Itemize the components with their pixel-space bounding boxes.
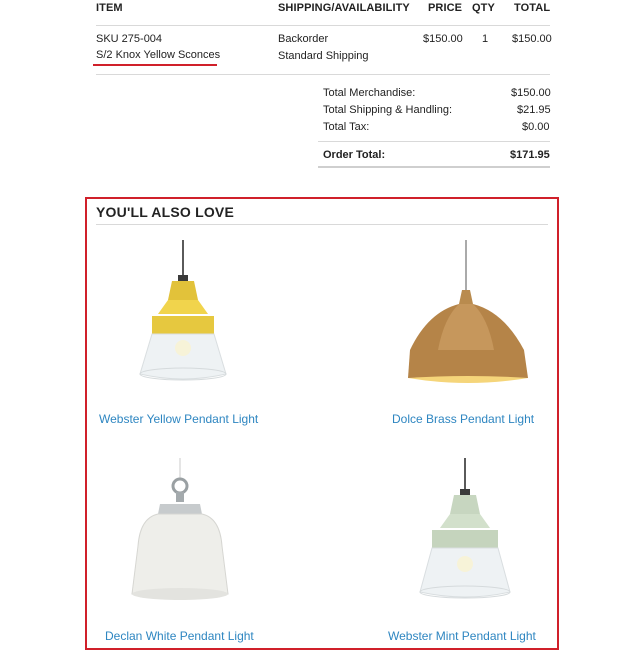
totals-label: Total Merchandise:: [323, 87, 416, 99]
column-header-qty: QTY: [472, 2, 495, 14]
order-total-label: Order Total:: [323, 149, 386, 161]
item-name-link[interactable]: S/2 Knox Yellow Sconces: [96, 49, 221, 61]
item-price: $150.00: [423, 33, 463, 45]
dolce-brass-pendant-image[interactable]: [398, 238, 538, 388]
totals-value: $21.95: [517, 104, 551, 116]
item-qty: 1: [482, 33, 489, 45]
order-total-value: $171.95: [510, 149, 550, 161]
product-link[interactable]: Dolce Brass Pendant Light: [392, 412, 535, 426]
totals-value: $0.00: [522, 121, 550, 133]
recommendations-title: YOU'LL ALSO LOVE: [96, 204, 234, 220]
column-header-item: ITEM: [96, 2, 123, 14]
recommendations-divider: [96, 224, 548, 225]
totals-label: Total Tax:: [323, 121, 370, 133]
column-header-price: PRICE: [428, 2, 463, 14]
totals-value: $150.00: [511, 87, 551, 99]
row-divider: [96, 74, 550, 75]
product-link[interactable]: Webster Mint Pendant Light: [388, 629, 536, 643]
item-availability: Backorder: [278, 33, 329, 45]
item-name-highlight: [93, 64, 217, 66]
column-header-total: TOTAL: [514, 2, 551, 14]
order-total-divider: [318, 166, 550, 168]
item-shipping-method: Standard Shipping: [278, 50, 369, 62]
webster-mint-pendant-image[interactable]: [410, 456, 520, 606]
totals-label: Total Shipping & Handling:: [323, 104, 453, 116]
header-divider: [96, 25, 550, 26]
product-link[interactable]: Webster Yellow Pendant Light: [99, 412, 259, 426]
column-header-shipping: SHIPPING/AVAILABILITY: [278, 2, 410, 14]
declan-white-pendant-image[interactable]: [120, 456, 240, 606]
totals-divider: [318, 141, 550, 142]
item-sku: SKU 275-004: [96, 33, 163, 45]
webster-yellow-pendant-image[interactable]: [128, 238, 238, 388]
product-link[interactable]: Declan White Pendant Light: [105, 629, 254, 643]
item-total: $150.00: [512, 33, 552, 45]
